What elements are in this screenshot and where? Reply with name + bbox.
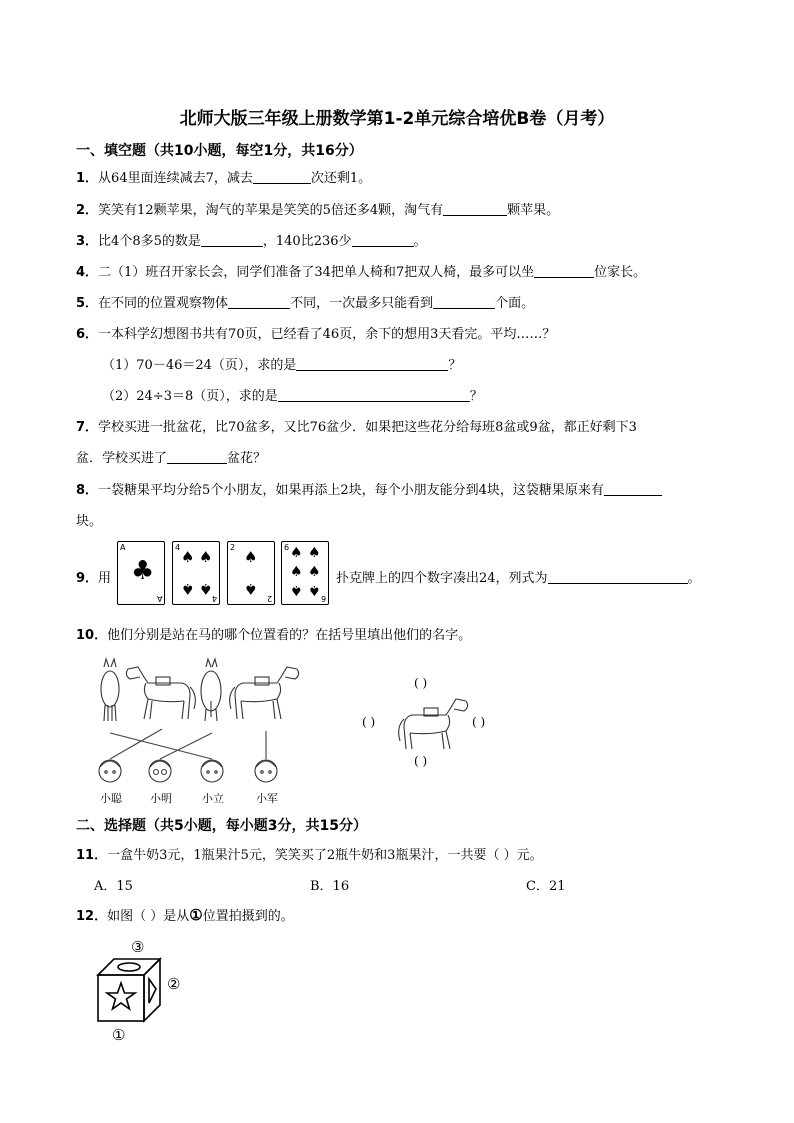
question-text: 一袋糖果平均分给5个小朋友，如果再添上2块，每个小朋友能分到4块，这袋糖果原来有 — [98, 483, 604, 498]
question-text: （2）24÷3＝8（页），求的是 — [102, 389, 278, 404]
spade-icon: ♠ — [244, 548, 258, 566]
question-text: 二（1）班召开家长会，同学们准备了34把单人椅和7把双人椅，最多可以坐 — [98, 265, 535, 280]
card-rank: A — [156, 594, 162, 603]
horse-views-figure — [90, 655, 305, 790]
question-number: 4． — [76, 265, 99, 280]
question-10 — [76, 624, 471, 643]
playing-card-spades-4 — [172, 541, 220, 605]
question-6 — [76, 323, 555, 342]
question-number: 10． — [76, 628, 108, 643]
question-9-text — [336, 567, 701, 586]
child-avatar-xiaocong — [99, 760, 121, 782]
child-avatar-xiaoli — [201, 760, 223, 782]
question-text: 扑克牌上的四个数字凑出24，列式为 — [336, 571, 548, 586]
section-heading-fill-blank: 一、填空题（共10小题，每空1分，共16分） — [76, 143, 363, 159]
question-text: 块。 — [76, 514, 103, 529]
page-title: 北师大版三年级上册数学第1-2单元综合培优B卷（月考） — [179, 109, 615, 129]
question-number: 7． — [76, 420, 99, 435]
horse-center-illustration — [390, 693, 470, 753]
child-name: 小立 — [202, 792, 224, 805]
spade-icon: ♠ — [181, 548, 195, 566]
option-a[interactable]: A．15 — [94, 879, 133, 894]
option-c[interactable]: C．21 — [526, 879, 566, 894]
spade-icon: ♠ — [290, 545, 303, 561]
answer-paren-bottom[interactable]: ( ) — [414, 754, 428, 768]
question-4 — [76, 261, 646, 280]
question-text: 个面。 — [495, 296, 535, 311]
question-3 — [76, 230, 427, 249]
question-text: 在不同的位置观察物体 — [98, 296, 229, 311]
question-text: （1）70－46＝24（页），求的是 — [102, 358, 297, 373]
spade-icon: ♠ — [290, 582, 303, 598]
question-text: 。 — [413, 234, 427, 249]
answer-paren-top[interactable]: ( ) — [414, 676, 428, 690]
question-9-label — [76, 567, 111, 586]
spade-icon: ♠ — [290, 564, 303, 580]
question-5 — [76, 292, 534, 311]
question-8 — [76, 479, 662, 498]
child-avatar-xiaoming — [149, 760, 171, 782]
spade-icon: ♠ — [199, 548, 213, 566]
circle-icon — [118, 963, 140, 971]
question-text: 笑笑有12颗苹果，淘气的苹果是笑笑的5倍还多4颗，淘气有 — [98, 203, 444, 218]
question-text: 从64里面连续减去7，减去 — [98, 171, 253, 186]
answer-blank[interactable] — [228, 295, 290, 309]
question-text: 用 — [98, 571, 112, 586]
horse-side-view-right-illustration — [230, 667, 299, 719]
horse-side-view-left-illustration — [126, 667, 195, 719]
cube-label-right: ② — [167, 975, 181, 993]
answer-paren-right[interactable]: ( ) — [472, 715, 486, 729]
question-12 — [76, 905, 294, 924]
card-rank: A — [120, 543, 126, 552]
question-text: 颗苹果。 — [507, 203, 560, 218]
answer-blank[interactable] — [534, 264, 594, 278]
playing-card-clubs-a — [117, 541, 165, 605]
child-avatar-xiaojun — [255, 760, 277, 782]
question-number: 3． — [76, 234, 99, 249]
answer-blank[interactable] — [296, 357, 448, 371]
playing-card-spades-2 — [227, 541, 275, 605]
answer-blank[interactable] — [201, 233, 263, 247]
question-text: 位家长。 — [594, 265, 647, 280]
spade-icon: ♠ — [308, 564, 321, 580]
answer-blank[interactable] — [352, 233, 414, 247]
answer-blank[interactable] — [548, 570, 688, 584]
question-text: 比4个8多5的数是 — [98, 234, 201, 249]
cube-top-face — [98, 959, 160, 975]
spade-icon: ♠ — [244, 580, 258, 598]
question-text: 他们分别是站在马的哪个位置看的？在括号里填出他们的名字。 — [107, 628, 472, 643]
question-text: ，140比236少 — [262, 234, 352, 249]
club-icon: ♣ — [131, 556, 155, 586]
question-text: 次还剩1。 — [310, 171, 372, 186]
cube-label-top: ③ — [131, 938, 145, 956]
question-number: 5． — [76, 296, 99, 311]
question-number: 2． — [76, 203, 99, 218]
position-marker: ① — [189, 906, 203, 924]
spade-icon: ♠ — [181, 580, 195, 598]
question-text: 位置拍摄到的。 — [202, 909, 294, 924]
option-b[interactable]: B．16 — [310, 879, 350, 894]
answer-blank[interactable] — [167, 450, 227, 464]
cube-right-face — [144, 959, 160, 1021]
matching-lines — [110, 729, 266, 759]
question-text: 盆．学校买进了 — [76, 451, 168, 466]
question-text: 学校买进一批盆花，比70盆多，又比76盆少．如果把这些花分给每班8盆或9盆，都正好剩下3 — [98, 420, 637, 435]
horse-back-view-illustration — [201, 659, 221, 721]
card-rank: 6 — [284, 543, 290, 552]
star-icon — [107, 983, 135, 1009]
question-text: ？ — [448, 358, 462, 373]
card-rank: 4 — [211, 594, 217, 603]
child-name: 小军 — [256, 792, 278, 805]
spade-icon: ♠ — [308, 582, 321, 598]
question-6-sub-2 — [102, 385, 483, 404]
question-7-cont — [76, 447, 266, 466]
question-6-sub-1 — [102, 354, 461, 373]
answer-blank[interactable] — [253, 170, 311, 184]
question-2 — [76, 199, 559, 218]
question-11 — [76, 844, 543, 863]
question-number: 11． — [76, 848, 108, 863]
spade-icon: ♠ — [199, 580, 213, 598]
horse-front-view-illustration — [101, 659, 119, 721]
question-7 — [76, 416, 637, 435]
question-text: 盆花？ — [227, 451, 267, 466]
question-text: ？ — [469, 389, 483, 404]
child-name: 小聪 — [100, 792, 122, 805]
answer-paren-left[interactable]: ( ) — [362, 715, 376, 729]
question-number: 6． — [76, 327, 99, 342]
question-number: 9． — [76, 571, 99, 586]
child-name: 小明 — [150, 792, 172, 805]
spade-icon: ♠ — [308, 545, 321, 561]
answer-blank[interactable] — [443, 202, 507, 216]
question-text: 不同，一次最多只能看到 — [290, 296, 434, 311]
answer-blank[interactable] — [278, 388, 470, 402]
answer-blank[interactable] — [433, 295, 495, 309]
section-heading-choice: 二、选择题（共5小题，每小题3分，共15分） — [76, 818, 367, 834]
question-text: 如图（ ）是从 — [107, 909, 190, 924]
question-number: 12． — [76, 909, 108, 924]
triangle-icon — [149, 979, 156, 1003]
card-rank: 6 — [320, 594, 326, 603]
answer-blank[interactable] — [604, 482, 662, 496]
playing-card-spades-6 — [281, 541, 329, 605]
card-rank: 2 — [230, 543, 236, 552]
question-text: 。 — [687, 571, 701, 586]
cube-label-front: ① — [112, 1026, 126, 1044]
question-1 — [76, 167, 371, 186]
question-number: 8． — [76, 483, 99, 498]
cube-figure — [94, 955, 166, 1025]
question-text: 一本科学幻想图书共有70页，已经看了46页，余下的想用3天看完。平均……？ — [98, 327, 556, 342]
card-rank: 2 — [266, 594, 272, 603]
question-8-cont — [76, 510, 102, 529]
question-number: 1． — [76, 171, 99, 186]
question-text: 一盒牛奶3元，1瓶果汁5元，笑笑买了2瓶牛奶和3瓶果汁，一共要（ ）元。 — [107, 848, 543, 863]
card-rank: 4 — [175, 543, 181, 552]
